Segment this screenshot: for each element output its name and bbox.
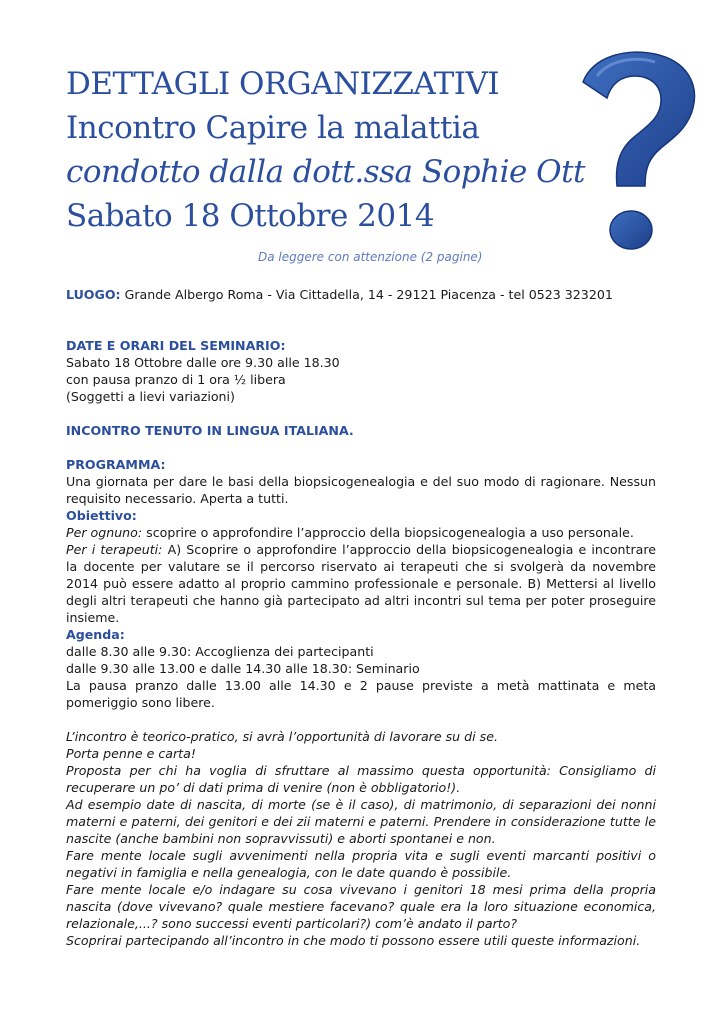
program-heading: PROGRAMMA: — [66, 457, 166, 472]
question-mark-icon — [575, 50, 700, 255]
document-body — [66, 286, 656, 949]
italic-paragraph: Fare mente locale e/o indagare su cosa vivevano i genitori 18 mesi prima della propria nascita (dove vivevano? quale mestiere facevano? quale era la loro situazione economica, relazionale,...? sono successi eventi particolari?) com’è andato il parto? — [66, 882, 656, 931]
agenda-line: dalle 9.30 alle 13.00 e dalle 14.30 alle 18.30: Seminario — [66, 661, 420, 676]
italic-paragraph: L’incontro è teorico-pratico, si avrà l’opportunità di lavorare su di se. — [66, 729, 498, 744]
objective-everyone — [66, 524, 656, 541]
program-intro: Una giornata per dare le basi della biopsicogenealogia e del suo modo di ragionare. Nessun requisito necessario. Aperta a tutti. — [66, 474, 656, 506]
document-title: DETTAGLI ORGANIZZATIVI — [66, 66, 500, 102]
agenda-heading: Agenda: — [66, 627, 125, 642]
venue-label: LUOGO: — [66, 287, 121, 302]
speaker-line: condotto dalla dott.ssa Sophie Ott — [66, 154, 586, 190]
therapists-label: Per i terapeuti: — [66, 542, 163, 557]
schedule-line: con pausa pranzo di 1 ora ½ libera — [66, 372, 286, 387]
schedule-heading: DATE E ORARI DEL SEMINARIO: — [66, 338, 286, 353]
schedule-line: (Soggetti a lievi variazioni) — [66, 389, 235, 404]
event-title: Incontro Capire la malattia — [66, 110, 480, 146]
therapists-text: A) Scoprire o approfondire l’approccio della biopsicogenealogia e incontrare la docente per valutare se il percorso riservato ai terapeuti che si svolgerà da novembre 2014 può essere adatto al proprio cammino professionale e personale. B) Mettersi al livello degli altri terapeuti che hanno già partecipato ad altri incontri sul tema per poter proseguire insieme. — [66, 542, 656, 625]
italic-paragraph: Fare mente locale sugli avvenimenti nella propria vita e sugli eventi marcanti positivi o negativi in famiglia e nella genealogia, con le date quando è possibile. — [66, 848, 656, 880]
italic-paragraph: Porta penne e carta! — [66, 746, 196, 761]
objective-therapists — [66, 541, 656, 626]
everyone-label: Per ognuno: — [66, 525, 143, 540]
reading-note: Da leggere con attenzione (2 pagine) — [258, 250, 483, 264]
italic-paragraph: Proposta per chi ha voglia di sfruttare al massimo questa opportunità: Consigliamo di recuperare un po’ di dati prima di venire (non è obbligatorio!). — [66, 763, 656, 795]
schedule-line: Sabato 18 Ottobre dalle ore 9.30 alle 18.30 — [66, 355, 340, 370]
title-block — [66, 62, 585, 238]
agenda-note: La pausa pranzo dalle 13.00 alle 14.30 e 2 pause previste a metà mattinata e meta pomeriggio sono libere. — [66, 678, 656, 710]
italic-paragraph: Scoprirai partecipando all’incontro in che modo ti possono essere utili queste informazioni. — [66, 933, 641, 948]
objective-heading: Obiettivo: — [66, 508, 137, 523]
italic-paragraph: Ad esempio date di nascita, di morte (se è il caso), di matrimonio, di separazioni dei nonni materni e paterni, dei genitori e dei zii materni e paterni. Prendere in considerazione tutte le nascite (anche bambini non sopravvissuti) e aborti spontanei e non. — [66, 797, 656, 846]
event-date: Sabato 18 Ottobre 2014 — [66, 198, 435, 234]
agenda-line: dalle 8.30 alle 9.30: Accoglienza dei partecipanti — [66, 644, 374, 659]
language-notice: INCONTRO TENUTO IN LINGUA ITALIANA. — [66, 423, 354, 438]
venue-text: Grande Albergo Roma - Via Cittadella, 14 - 29121 Piacenza - tel 0523 323201 — [124, 287, 613, 302]
venue-line — [66, 286, 656, 303]
everyone-text: scoprire o approfondire l’approccio della biopsicogenealogia a uso personale. — [142, 525, 634, 540]
